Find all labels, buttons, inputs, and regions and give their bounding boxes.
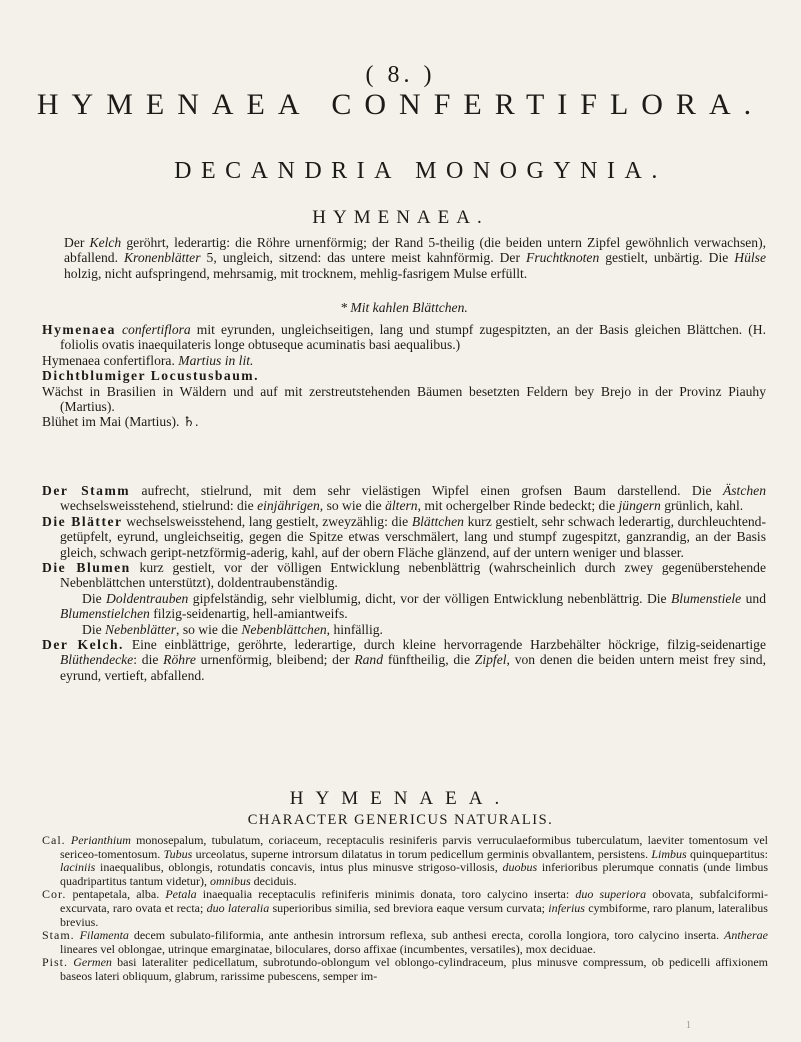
term: Nebenblätter [105,621,177,637]
text: geröhrt, lederartig: die Röhre urnenförmig; der Rand 5-theilig (die beiden untern Zipfel gewöhnlich verwachsen), abfallend. [64,235,766,266]
text: holzig, nicht aufspringend, mehrsamig, mit trocknem, mehlig-fasrigem Mulse erfüllt. [64,265,528,281]
term: Perianthium [70,833,131,847]
term: Blumenstiele [670,590,742,606]
habitat: Wächst in Brasilien in Wäldern und auf mit zerstreutstehenden Bäumen besetzten Feldern bey Brejo in der Provinz Piauhy (Martius). [42,383,766,415]
text: urceolatus, superne introrsum dilatatus in torum pedicellum germinis obvallantem, persistens. [192,846,652,861]
text: basi lateraliter pedicellatum, subrotundo-oblongum vel oblongo-cylindraceum, plus minusve compressum, ob pedicelli affixionem baseos lateri obliquum, glabrum, rarissime pubescens, semper im- [60,955,769,983]
term: Limbus [651,846,687,861]
term-kronenblaetter: Kronenblätter [123,250,201,266]
species-desc: mit eyrunden, ungleichseitigen, lang und stumpf zugespitzten, an der Basis gleichen Blättchen. (H. foliolis ovatis inaequilateris longe obtuseque acuminatis basi aequalibus.) [60,322,767,353]
text: Der [64,235,90,250]
term: Ästchen [722,483,766,498]
subgroup-label: * Mit kahlen Blättchen. [340,300,468,315]
label: Die Blumen [42,560,131,576]
text: filzig-seidenartig, hell-amiantweifs. [149,606,348,622]
term: ältern [385,498,418,514]
term: Blumenstielchen [60,606,150,622]
term: Röhre [163,652,196,668]
term-kelch: Kelch [89,235,122,250]
label: Pist. [42,955,69,970]
term: Germen [73,955,112,970]
label: Der Stamm [42,483,131,498]
term: Tubus [163,846,193,861]
text: inferioribus plerumque connatis (unde limbus quadripartitus tantum videtur), [60,860,768,888]
page-number: ( 8. ) [365,62,436,88]
text: Die [82,590,107,606]
desc-dolden [42,591,766,622]
text: gipfelständig, sehr vielblumig, dicht, vor der völligen Entwicklung nebenblättrig. Die [188,590,671,606]
latin-pist [42,956,768,983]
text: quinquepartitus: [686,846,768,861]
section2-subtitle: CHARACTER GENERICUS NATURALIS. [247,812,554,828]
class-title: DECANDRIA MONOGYNIA. [174,158,667,184]
description-block [42,483,766,683]
species-epithet: confertiflora [122,322,191,337]
text: Die [82,621,106,637]
desc-kelch [42,637,766,683]
label: Cal. [42,833,66,847]
term-fruchtknoten: Fruchtknoten [526,250,600,266]
desc-nebenblaetter [42,622,766,637]
text: wechselsweisstehend, lang gestielt, zweyzählig: die [122,513,412,529]
main-title: HYMENAEA CONFERTIFLORA. [36,88,765,121]
text: aufrecht, stielrund, mit dem sehr vielästigen Wipfel einen grofsen Baum darstellend. Die [130,483,723,498]
term: Filamenta [79,928,129,943]
species-diagnosis [42,322,766,353]
text: , hinfällig. [326,621,383,637]
text: inaequalibus, oblongis, rotundatis concavis, intus plus minusve strigoso-villosis, [95,860,503,875]
desc-blumen [42,560,766,591]
term: duo lateralia [206,900,270,915]
genus-title: HYMENAEA. [312,207,489,228]
text: kurz gestielt, sehr schwach lederartig, durchleuchtend-getüpfelt, eyrund, ungleichseitig, gegen die Spitze etwas verschmälert, lang und stumpf zugespitzt, ganzrandig, an der Basis gleich, schwach geript-netzförmig-aderig, kahl, auf der obern Fläche glänzend, auf der untern weniger und blasser. [60,513,766,560]
term: Petala [165,887,197,902]
text: 5, ungleich, sitzend: das untere meist kahnförmig. Der [200,250,527,266]
text: gestielt, unbärtig. Die [599,250,735,266]
latin-character [42,834,768,984]
term: Antherae [724,928,769,943]
genus-description [42,235,766,281]
text: und [741,590,767,606]
term: inferius [548,900,585,915]
species-genus: Hymenaea [42,322,116,337]
label: Cor. [42,887,67,902]
text: deciduis. [250,873,297,888]
label: Die Blätter [42,513,123,529]
latin-stam [42,929,768,956]
text: wechselsweisstehend, stielrund: die [60,498,258,514]
latin-cal [42,834,768,888]
term: Nebenblättchen [241,621,327,637]
species-reference [42,353,766,368]
species-block [42,322,766,430]
subgroup-heading [42,300,766,315]
text: Eine einblättrige, geröhrte, lederartige, durch kleine hervorragende Harzbehälter höckrige, filzig-seidenartige [123,637,766,653]
term: laciniis [60,860,96,875]
label: Der Kelch. [42,637,124,653]
text: , so wie die [319,498,386,514]
text: monosepalum, tubulatum, coriaceum, receptaculis resiniferis parvis verruculaeformibus tuberculatum, laeviter tomentosum vel sericeo-tomentosum. [60,833,768,861]
section2-title: HYMENAEA. [289,788,512,809]
flowering: Blühet im Mai (Martius). ♄. [42,414,199,430]
text: , von denen die beiden untern meist frey sind, eyrund, vertieft, abfallend. [60,652,766,683]
label: Stam. [42,928,75,943]
term-huelse: Hülse [734,250,766,266]
term: Blättchen [411,513,464,529]
term: Zipfel [474,652,507,668]
text: obovata, subfalciformi-excurvata, raro ovata et recta; [60,887,768,915]
term: Blüthendecke [60,652,134,668]
text: kurz gestielt, vor der völligen Entwicklung nebenblättrig (wahrscheinlich durch zwey gegenüberstehende Nebenblättchen unterstützt), doldentraubenständig. [60,560,766,591]
desc-blaetter [42,514,766,560]
latin-cor [42,888,768,929]
common-name [42,368,766,383]
term: duobus [502,860,538,875]
text: urnenförmig, bleibend; der [195,652,355,668]
term: Doldentrauben [106,590,189,606]
text: decem subulato-filiformia, ante anthesin introrsum reflexa, sub anthesi erecta, corolla longiora, toro calycino inserta. [128,928,725,943]
text: cymbiforme, raro planum, lateralibus brevius. [60,900,768,929]
text: fünftheilig, die [383,652,475,668]
term: Rand [354,652,384,668]
text: inaequalia receptaculis refiniferis minimis donata, toro calycino inserta: [196,887,576,902]
text: , mit ochergelber Rinde bedeckt; die [417,498,619,514]
text: superioribus similia, sed breviora eaque versum curvata; [269,900,549,915]
reference: Martius in lit. [178,352,254,368]
text: , so wie die [176,621,242,637]
term: einjährigen [257,498,320,514]
term: jüngern [618,498,661,514]
term: duo superiora [575,887,647,902]
term: omnibus [209,873,251,888]
desc-stamm [42,483,766,514]
text: pentapetala, alba. [66,887,166,902]
text: lineares vel oblongae, utrinque emarginatae, biloculares, dorso affixae (incumbentes, versatiles), mox deciduae. [60,941,596,956]
text: : die [133,652,164,668]
text: grünlich, kahl. [660,498,744,514]
common-name-text: Dichtblumiger Locustusbaum. [42,368,259,384]
signature-mark: 1 [686,1020,691,1031]
text: Hymenaea confertiflora. [42,352,179,368]
